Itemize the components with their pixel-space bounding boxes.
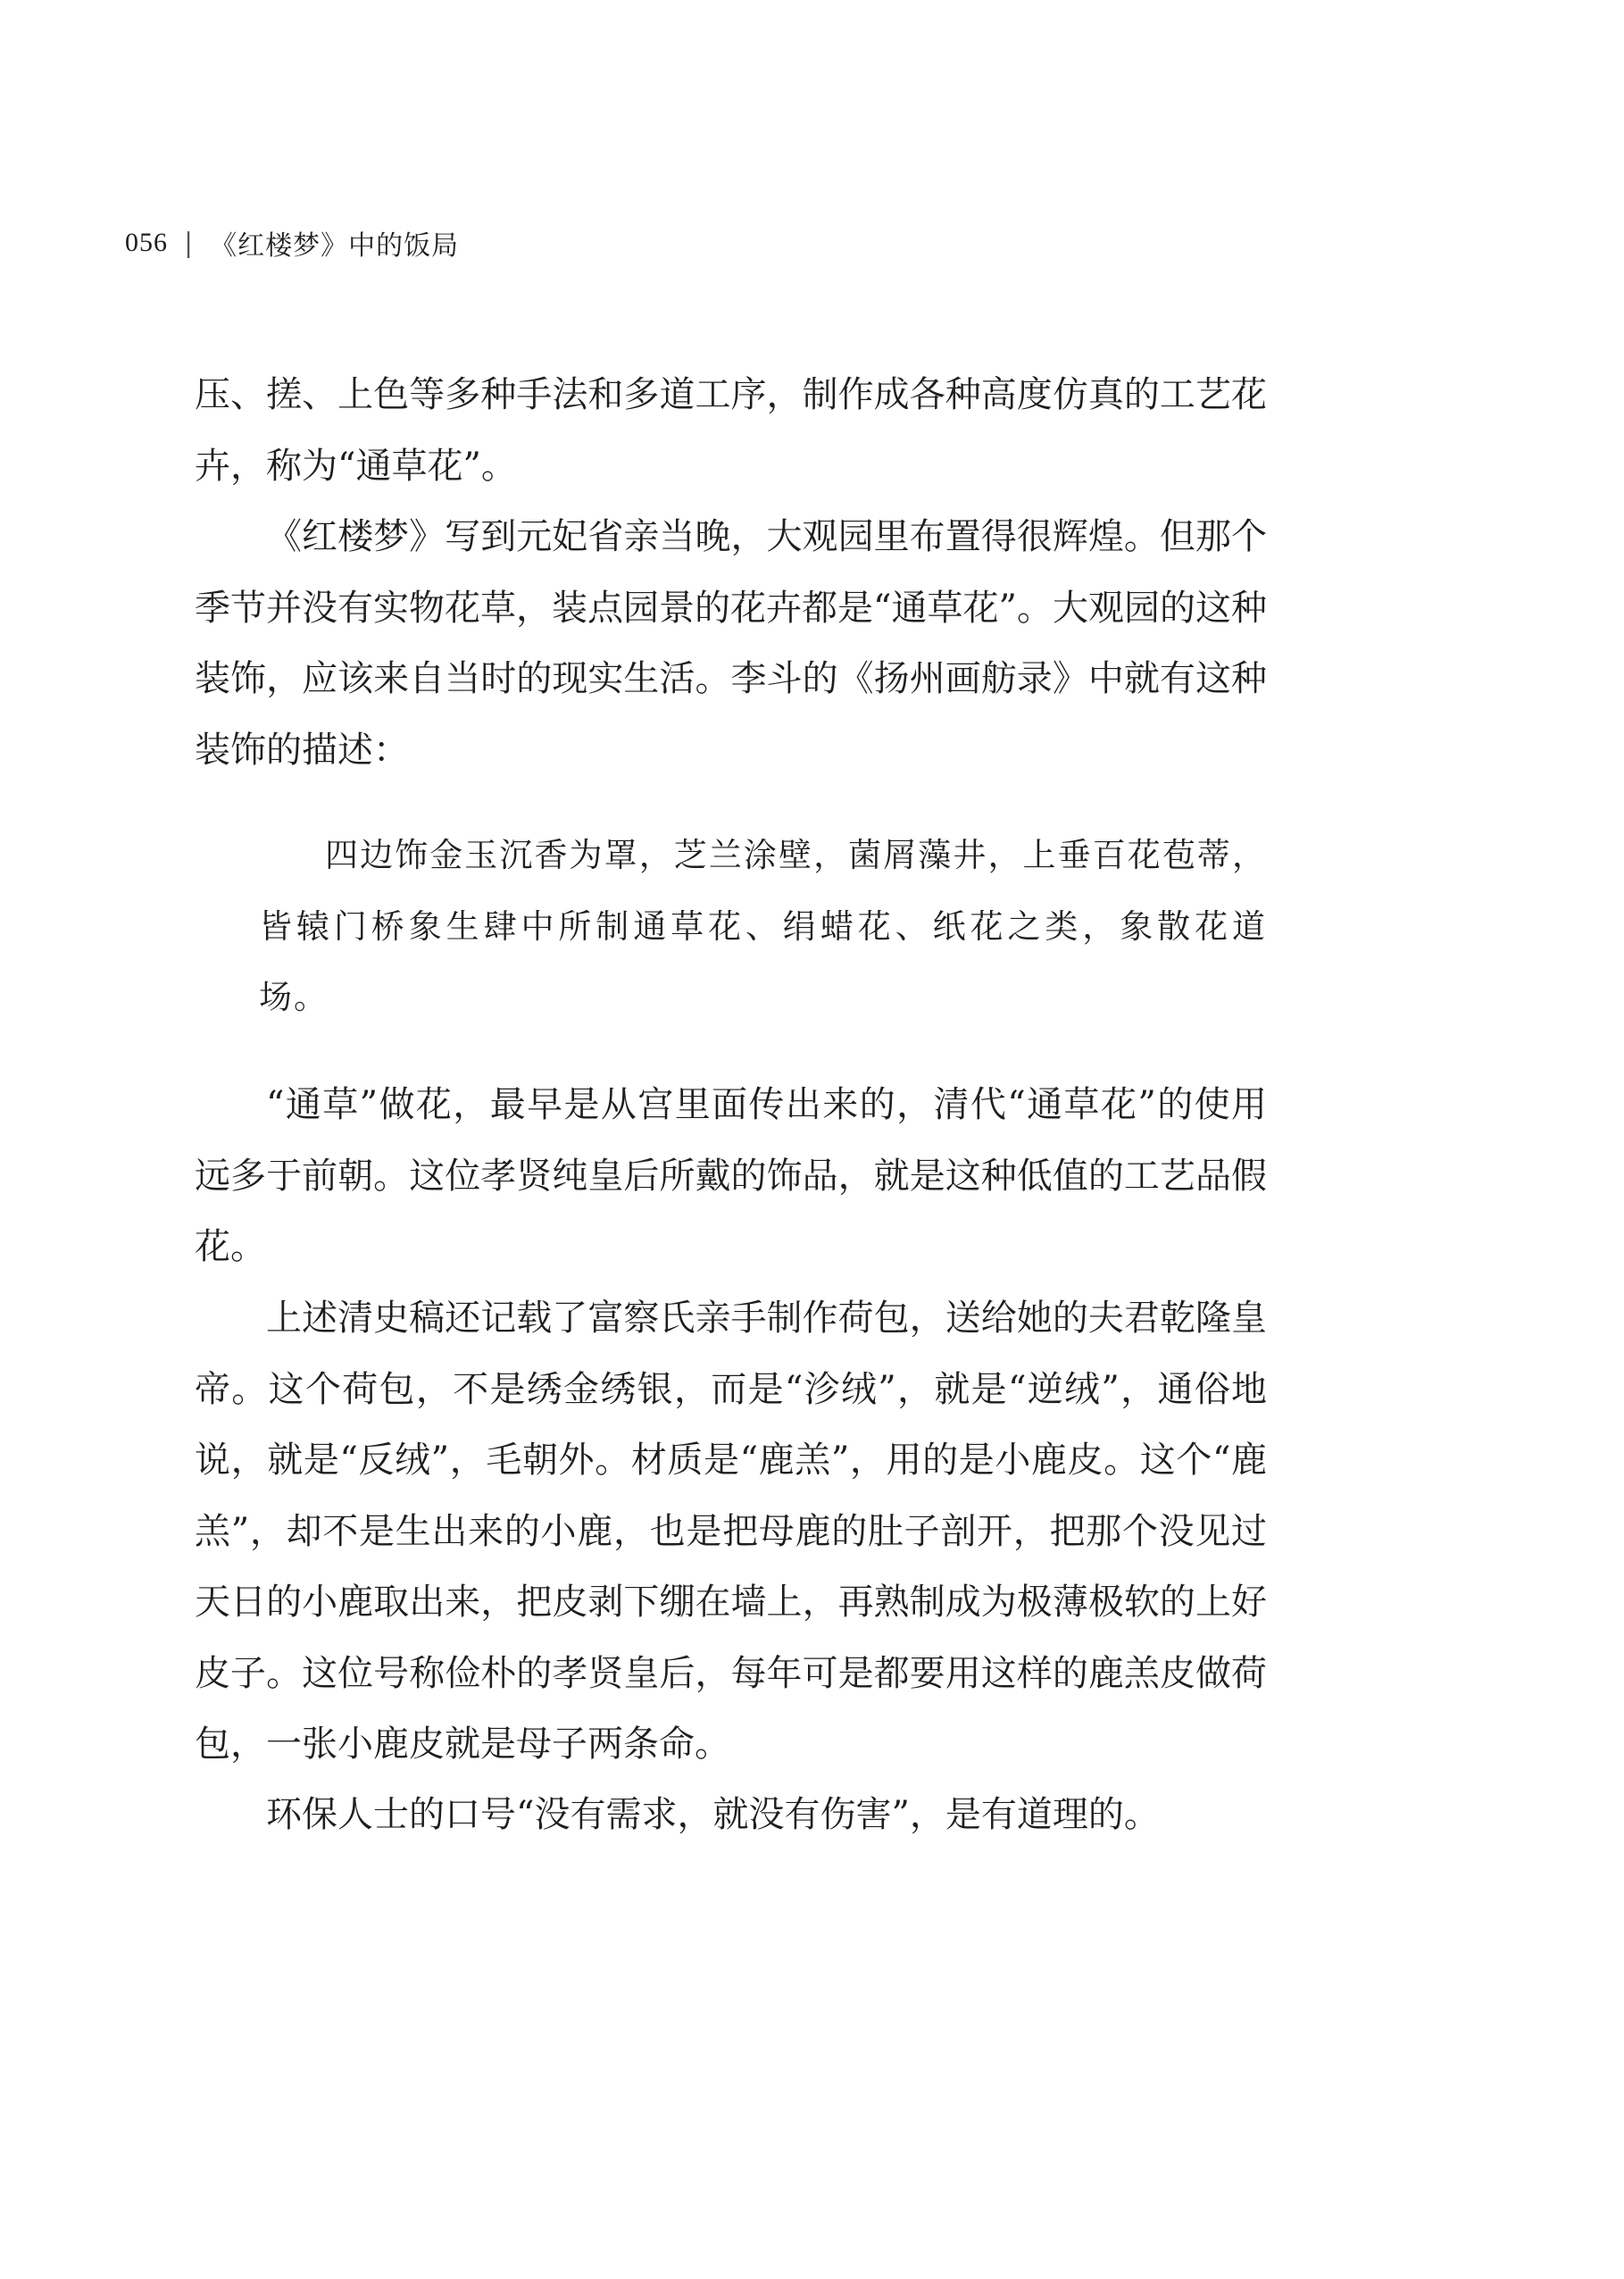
paragraph-continuation — [195, 360, 1267, 502]
book-title: 《红楼梦》中的饭局 — [210, 230, 460, 262]
block-quote — [259, 820, 1267, 1033]
paragraph-yuanfei — [195, 502, 1267, 786]
paragraph-text: “通草”做花，最早是从宫里面传出来的，清代“通草花”的使用远多于前朝。这位孝贤纯皇后所戴的饰品，就是这种低值的工艺品假花。 — [195, 1084, 1267, 1267]
page-number: 056 — [125, 228, 168, 257]
paragraph-text: 《红楼梦》写到元妃省亲当晚，大观园里布置得很辉煌。但那个季节并没有实物花草，装点园景的花卉都是“通草花”。大观园的这种装饰，应该来自当时的现实生活。李斗的《扬州画舫录》中就有这种装饰的描述： — [195, 516, 1267, 771]
paragraph-text: 环保人士的口号“没有需求，就没有伤害”，是有道理的。 — [266, 1794, 1160, 1835]
quote-text: 四边饰金玉沉香为罩，芝兰涂壁，菌屑藻井，上垂百花苞蒂，皆辕门桥象生肆中所制通草花、绢蜡花、纸花之类，象散花道场。 — [259, 836, 1267, 1016]
header-separator: | — [184, 227, 195, 259]
paragraph-tongcao — [195, 1070, 1267, 1283]
paragraph-hebao — [195, 1283, 1267, 1781]
paragraph-text: 压、搓、上色等多种手法和多道工序，制作成各种高度仿真的工艺花卉，称为“通草花”。 — [195, 374, 1267, 487]
running-head — [125, 220, 459, 266]
paragraph-text: 上述清史稿还记载了富察氏亲手制作荷包，送给她的夫君乾隆皇帝。这个荷包，不是绣金绣银，而是“沴绒”，就是“逆绒”，通俗地说，就是“反绒”，毛朝外。材质是“鹿羔”，用的是小鹿皮。这个“鹿羔”，却不是生出来的小鹿，也是把母鹿的肚子剖开，把那个没见过天日的小鹿取出来，把皮剥下绷在墙上，再熟制成为极薄极软的上好皮子。这位号称俭朴的孝贤皇后，每年可是都要用这样的鹿羔皮做荷包，一张小鹿皮就是母子两条命。 — [195, 1298, 1267, 1765]
paragraph-slogan — [195, 1780, 1267, 1851]
